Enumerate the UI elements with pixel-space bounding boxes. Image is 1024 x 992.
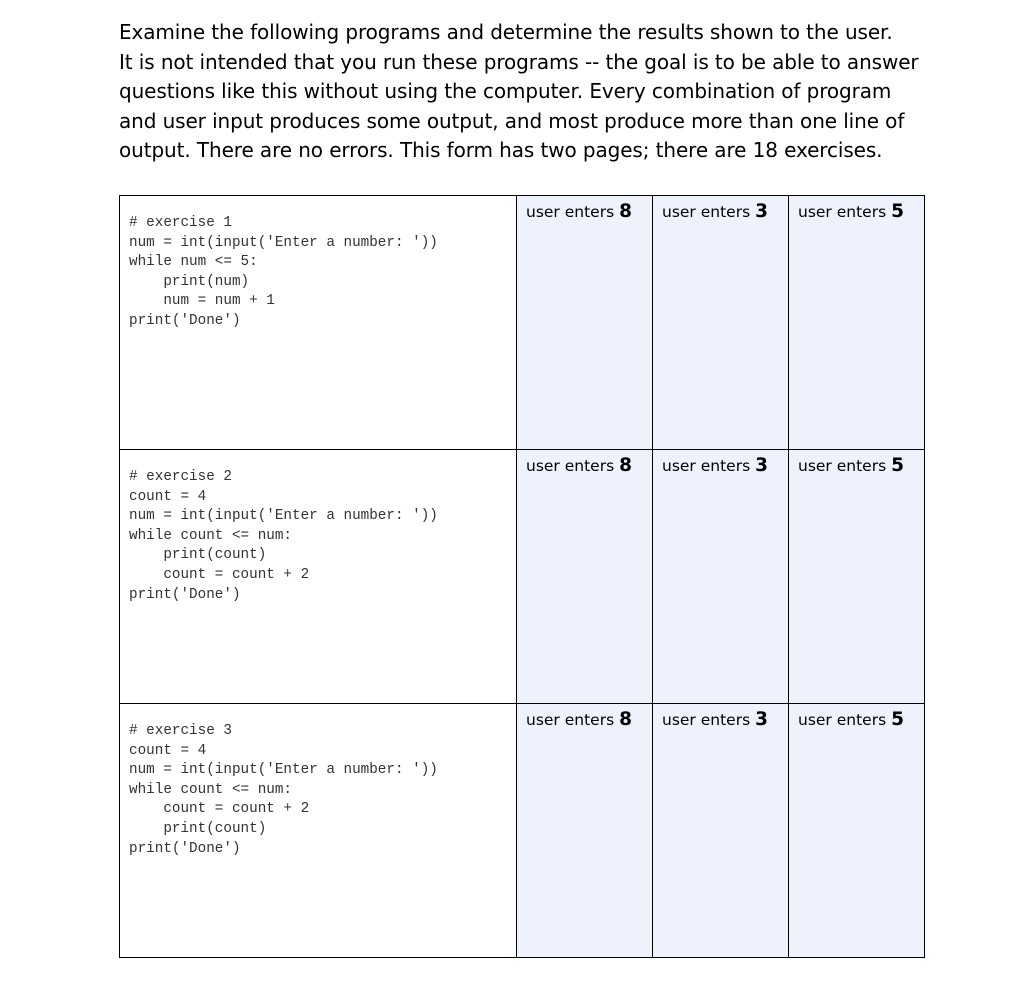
input-label <box>517 450 652 476</box>
code-line: num = int(input('Enter a number: ')) <box>129 762 438 779</box>
input-label <box>789 196 924 222</box>
input-value: 8 <box>619 201 632 222</box>
answer-area[interactable] <box>789 476 924 691</box>
code-block <box>120 196 516 332</box>
input-value: 5 <box>891 455 904 476</box>
input-value: 3 <box>755 709 768 730</box>
input-label-prefix: user enters <box>662 203 756 221</box>
code-line: print(num) <box>129 273 250 290</box>
code-line: # exercise 3 <box>129 723 232 739</box>
code-line: count = count + 2 <box>129 566 310 583</box>
input-label <box>653 196 788 222</box>
answer-cell[interactable] <box>789 450 925 704</box>
exercise-row-2 <box>120 450 925 704</box>
input-label <box>789 450 924 476</box>
input-label-prefix: user enters <box>526 203 620 221</box>
input-label <box>653 704 788 730</box>
code-line: num = num + 1 <box>129 293 275 310</box>
input-value: 5 <box>891 201 904 222</box>
input-label <box>517 196 652 222</box>
code-cell <box>120 450 517 704</box>
answer-cell[interactable] <box>789 196 925 450</box>
code-line: print('Done') <box>129 840 241 857</box>
instruction-line: questions like this without using the computer. Every combination of program <box>119 79 892 104</box>
input-label-prefix: user enters <box>662 457 756 475</box>
answer-area[interactable] <box>789 222 924 437</box>
answer-cell[interactable] <box>653 450 789 704</box>
exercise-table <box>119 195 925 958</box>
answer-cell[interactable] <box>517 196 653 450</box>
code-cell <box>120 704 517 958</box>
input-label-prefix: user enters <box>662 711 756 729</box>
code-line: while num <= 5: <box>129 254 258 271</box>
code-line: count = 4 <box>129 742 207 759</box>
exercise-row-3 <box>120 704 925 958</box>
code-line: # exercise 2 <box>129 469 232 485</box>
code-line: count = count + 2 <box>129 801 310 818</box>
answer-area[interactable] <box>653 222 788 437</box>
answer-area[interactable] <box>517 730 652 945</box>
input-label-prefix: user enters <box>798 711 892 729</box>
code-line: # exercise 1 <box>129 215 232 231</box>
answer-area[interactable] <box>653 476 788 691</box>
code-block <box>120 704 516 859</box>
code-cell <box>120 196 517 450</box>
answer-area[interactable] <box>789 730 924 945</box>
input-label <box>789 704 924 730</box>
input-value: 8 <box>619 709 632 730</box>
answer-area[interactable] <box>517 476 652 691</box>
input-label-prefix: user enters <box>798 203 892 221</box>
answer-cell[interactable] <box>653 704 789 958</box>
answer-area[interactable] <box>517 222 652 437</box>
exercise-row-1 <box>120 196 925 450</box>
code-line: print(count) <box>129 820 267 837</box>
answer-cell[interactable] <box>653 196 789 450</box>
instruction-line: It is not intended that you run these programs -- the goal is to be able to answer <box>119 49 919 74</box>
input-label-prefix: user enters <box>526 711 620 729</box>
answer-cell[interactable] <box>789 704 925 958</box>
instruction-line: and user input produces some output, and most produce more than one line of <box>119 108 905 133</box>
code-line: count = 4 <box>129 488 207 505</box>
input-value: 8 <box>619 455 632 476</box>
code-block <box>120 450 516 605</box>
instructions <box>119 18 919 166</box>
code-line: while count <= num: <box>129 781 293 798</box>
input-label-prefix: user enters <box>798 457 892 475</box>
input-label-prefix: user enters <box>526 457 620 475</box>
input-label <box>517 704 652 730</box>
code-line: print('Done') <box>129 586 241 603</box>
code-line: print('Done') <box>129 312 241 329</box>
input-value: 5 <box>891 709 904 730</box>
instruction-line: Examine the following programs and determine the results shown to the user. <box>119 20 893 44</box>
input-value: 3 <box>755 201 768 222</box>
code-line: num = int(input('Enter a number: ')) <box>129 508 438 525</box>
input-label <box>653 450 788 476</box>
code-line: num = int(input('Enter a number: ')) <box>129 234 438 251</box>
answer-cell[interactable] <box>517 704 653 958</box>
answer-area[interactable] <box>653 730 788 945</box>
code-line: print(count) <box>129 547 267 564</box>
instruction-line: output. There are no errors. This form has two pages; there are 18 exercises. <box>119 138 883 163</box>
code-line: while count <= num: <box>129 527 293 544</box>
input-value: 3 <box>755 455 768 476</box>
answer-cell[interactable] <box>517 450 653 704</box>
